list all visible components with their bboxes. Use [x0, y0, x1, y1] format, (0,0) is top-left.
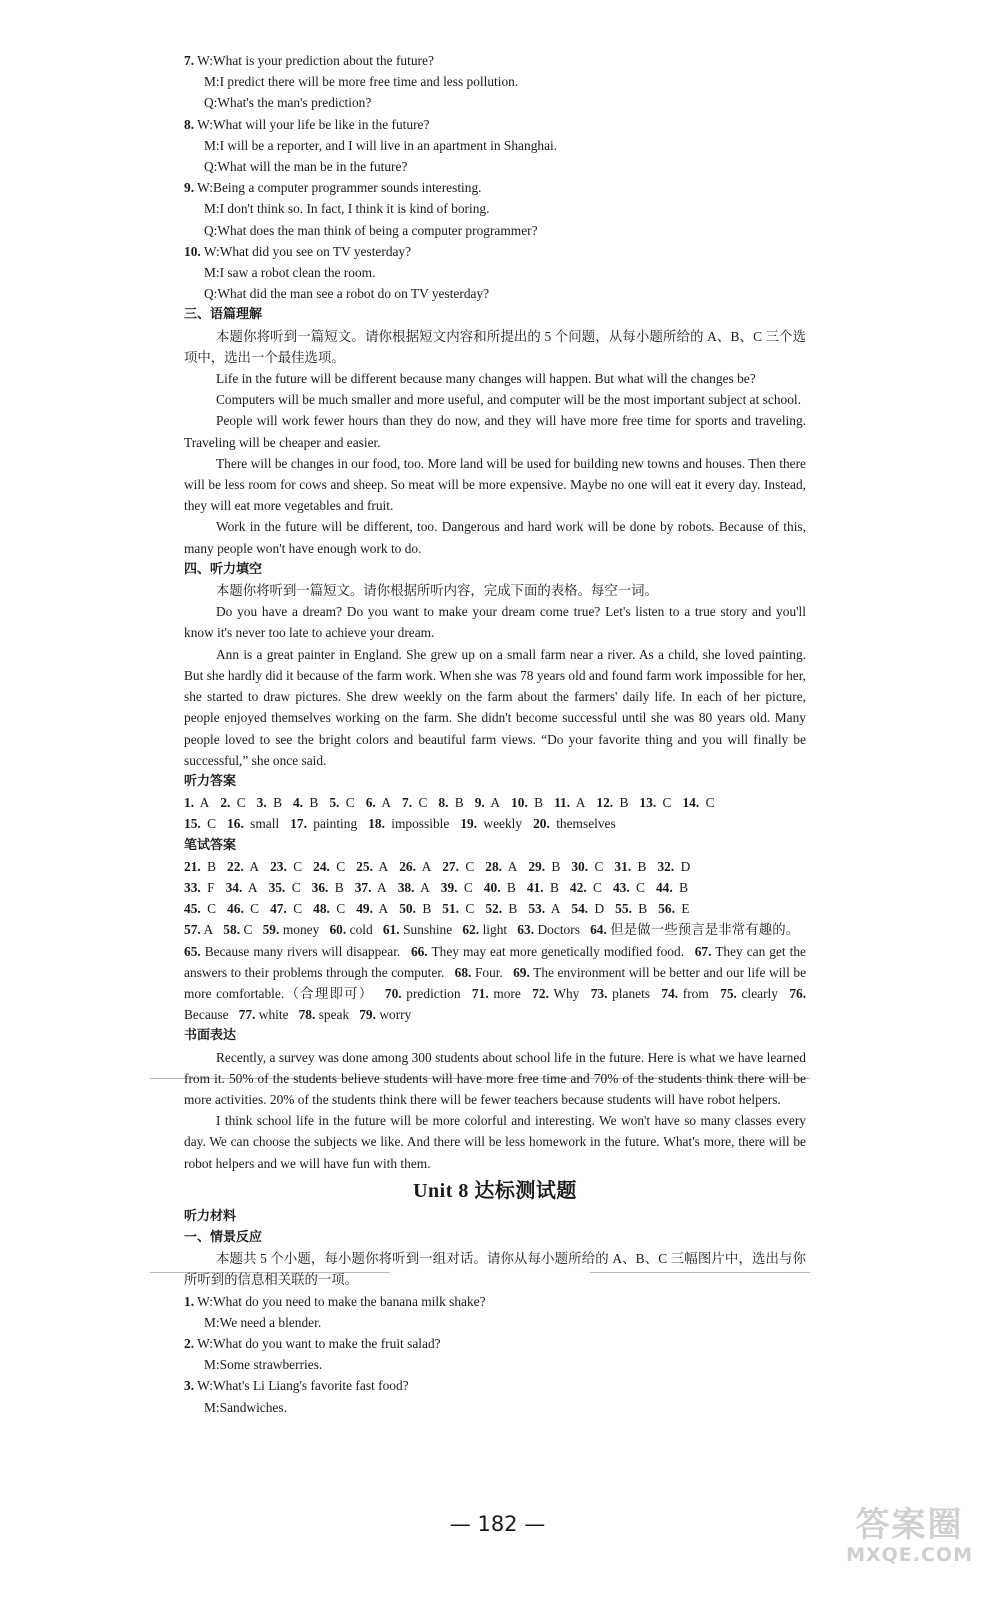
- dialog-item-8: [184, 114, 806, 178]
- answer-number: 26.: [399, 858, 416, 874]
- answer-value: A: [203, 922, 214, 938]
- answer-number: 25.: [356, 858, 373, 874]
- dialog-line: W:What do you want to make the fruit salad?: [197, 1335, 441, 1351]
- answer-item: [355, 880, 387, 895]
- answer-item: [184, 795, 209, 810]
- answer-number: 77.: [238, 1007, 256, 1023]
- dialog-item-9: [184, 177, 806, 241]
- answer-value: C: [336, 858, 346, 874]
- dialog-line: W:What is your prediction about the future?: [197, 53, 434, 68]
- answer-item: [657, 859, 690, 874]
- answer-value: B: [637, 858, 647, 874]
- answer-number: 30.: [571, 858, 589, 874]
- answer-item: [472, 986, 521, 1001]
- answer-value: They may eat more genetically modified food.: [431, 943, 685, 959]
- answer-value: C: [594, 858, 604, 874]
- answer-item: [399, 859, 431, 874]
- answer-number: 32.: [657, 858, 675, 874]
- item-number: 9.: [184, 180, 195, 196]
- answer-value: B: [508, 901, 518, 917]
- answer-number: 4.: [293, 795, 304, 811]
- answer-item: [462, 922, 507, 937]
- answer-value: A: [575, 795, 586, 811]
- answer-number: 17.: [290, 816, 307, 832]
- answer-item: [402, 795, 427, 810]
- answer-item: [356, 859, 388, 874]
- dialog-line: W:What did you see on TV yesterday?: [203, 243, 412, 259]
- answer-item: [661, 986, 708, 1001]
- answer-number: 59.: [262, 922, 280, 938]
- answer-number: 8.: [438, 795, 449, 811]
- answer-value: C: [463, 879, 473, 895]
- passage-paragraph: Computers will be much smaller and more useful, and computer will be the most important subject at school.: [216, 392, 801, 408]
- answer-item: [613, 880, 645, 895]
- answer-value: painting: [313, 816, 358, 832]
- answer-value: Doctors: [537, 922, 580, 938]
- answer-value: C: [345, 795, 355, 811]
- answer-value: more: [493, 985, 521, 1001]
- answer-item: [368, 816, 449, 831]
- answer-value: D: [594, 901, 605, 917]
- answer-value: C: [636, 879, 645, 895]
- answer-value: prediction: [406, 985, 461, 1001]
- answer-value: The environment will be better and our life will be more comfortable.（合理即可）: [184, 964, 807, 1001]
- answer-row: [184, 792, 806, 813]
- dialog-line: M:Sandwiches.: [204, 1399, 287, 1415]
- answer-number: 21.: [184, 858, 201, 874]
- answer-number: 76.: [789, 985, 807, 1001]
- section-instruction: 本题共 5 个小题，每小题你将听到一组对话。请你从每小题所给的 A、B、C 三幅图片中，选出与你所听到的信息相关联的一项。: [184, 1251, 806, 1288]
- item-number: 7.: [184, 53, 195, 68]
- dialog-line: M:I saw a robot clean the room.: [204, 265, 376, 281]
- item-number: 1.: [184, 1293, 195, 1309]
- answer-number: 9.: [474, 795, 485, 811]
- answer-number: 34.: [225, 879, 243, 895]
- answer-number: 70.: [384, 985, 402, 1001]
- answer-number: 13.: [639, 795, 657, 811]
- answer-item: [484, 880, 516, 895]
- answer-number: 65.: [184, 943, 201, 959]
- answer-value: C: [662, 795, 672, 811]
- answer-item: [460, 816, 522, 831]
- passage-paragraph: People will work fewer hours than they do now, and they will have more free time for sports and traveling. Traveling will be cheaper and easier.: [184, 413, 806, 450]
- answer-item: [293, 795, 318, 810]
- page-number: — 182 —: [449, 1512, 546, 1536]
- dialog-line: M:Some strawberries.: [204, 1357, 323, 1373]
- answer-value: 但是做一些预言是非常有趣的。: [610, 922, 800, 938]
- answer-value: themselves: [556, 816, 616, 832]
- passage-paragraph: There will be changes in our food, too. More land will be used for building new towns and houses. Then there will be less room for cows and sheep. So meat will be more expensive. Maybe no one will eat it every day. Instead, they will eat more vegetables and fruit.: [184, 455, 806, 514]
- answer-item: [615, 901, 647, 916]
- answer-number: 75.: [720, 985, 737, 1001]
- answer-number: 54.: [571, 901, 589, 917]
- answer-item: [485, 901, 517, 916]
- answer-item: [270, 859, 302, 874]
- answer-number: 20.: [533, 816, 550, 832]
- section-heading: 一、情景反应: [184, 1229, 263, 1245]
- answer-item: [226, 880, 258, 895]
- answer-item: [441, 880, 473, 895]
- answer-value: C: [243, 922, 253, 938]
- answer-item: [591, 986, 650, 1001]
- answer-item: [239, 1007, 289, 1022]
- answer-value: B: [334, 879, 344, 895]
- answer-item: [658, 901, 689, 916]
- answer-value: F: [207, 879, 215, 895]
- answer-item: [313, 859, 345, 874]
- answer-value: B: [273, 795, 283, 811]
- answer-number: 12.: [596, 795, 614, 811]
- answer-number: 10.: [511, 795, 528, 811]
- answer-value: C: [418, 795, 428, 811]
- item-number: 2.: [184, 1335, 195, 1351]
- answer-number: 74.: [661, 985, 679, 1001]
- answer-value: C: [236, 795, 246, 811]
- dialog-line: Q:What's the man's prediction?: [204, 95, 372, 111]
- dialog-item-1: [184, 1291, 806, 1333]
- answer-item: [511, 795, 543, 810]
- answer-item: [720, 986, 778, 1001]
- answer-value: small: [250, 816, 280, 832]
- dialog-item-7: [184, 50, 806, 114]
- section-heading: 听力答案: [184, 773, 237, 789]
- answer-number: 36.: [311, 879, 329, 895]
- answer-number: 61.: [382, 922, 400, 938]
- answer-item: [411, 944, 684, 959]
- answer-item: [184, 901, 216, 916]
- answer-value: from: [682, 985, 709, 1001]
- section-instruction: 本题你将听到一篇短文。请你根据短文内容和所提出的 5 个问题，从每小题所给的 A、B、C 三个选项中，选出一个最佳选项。: [184, 328, 806, 365]
- answer-value: B: [207, 858, 217, 874]
- answer-number: 53.: [528, 901, 546, 917]
- dialog-line: Q:What does the man think of being a computer programmer?: [204, 222, 538, 238]
- answer-value: A: [378, 901, 389, 917]
- answer-item: [528, 859, 560, 874]
- answer-value: B: [679, 879, 689, 895]
- answer-number: 44.: [655, 879, 673, 895]
- answer-value: Why: [553, 985, 580, 1001]
- answer-item: [533, 816, 616, 831]
- answer-item: [656, 880, 688, 895]
- answer-number: 38.: [397, 879, 415, 895]
- answer-number: 48.: [313, 901, 330, 917]
- answer-number: 11.: [554, 795, 571, 811]
- answer-item: [528, 901, 560, 916]
- answer-value: C: [207, 901, 217, 917]
- answer-value: weekly: [483, 816, 523, 832]
- answer-number: 37.: [354, 879, 372, 895]
- answer-item: [312, 880, 344, 895]
- answer-item: [269, 880, 301, 895]
- answer-number: 15.: [184, 816, 201, 832]
- answer-number: 57.: [184, 922, 201, 938]
- dialog-line: Q:What did the man see a robot do on TV yesterday?: [204, 286, 490, 302]
- section-heading: 笔试答案: [184, 837, 237, 853]
- dialog-line: M:I will be a reporter, and I will live in an apartment in Shanghai.: [204, 137, 558, 153]
- dialog-item-10: [184, 241, 806, 305]
- answer-item: [263, 922, 320, 937]
- answer-value: B: [422, 901, 432, 917]
- answer-number: 2.: [220, 795, 231, 811]
- answer-item: [313, 901, 345, 916]
- answer-item: [220, 795, 245, 810]
- watermark-url: MXQE.COM: [846, 1544, 973, 1566]
- answer-item: [227, 901, 259, 916]
- answer-row: [184, 877, 806, 898]
- answer-number: 24.: [313, 858, 330, 874]
- answer-value: B: [549, 879, 559, 895]
- answer-item: [438, 795, 463, 810]
- answer-value: Four.: [474, 964, 503, 980]
- answer-item: [532, 986, 579, 1001]
- dialog-line: M:I don't think so. In fact, I think it is kind of boring.: [204, 201, 490, 217]
- answer-value: A: [490, 795, 501, 811]
- answer-number: 5.: [329, 795, 340, 811]
- answer-value: A: [507, 858, 518, 874]
- section-instruction: 本题你将听到一篇短文。请你根据所听内容，完成下面的表格。每空一词。: [216, 583, 658, 599]
- answer-row: [184, 898, 806, 919]
- answer-number: 7.: [402, 795, 413, 811]
- item-number: 3.: [184, 1378, 195, 1394]
- answer-number: 28.: [485, 858, 503, 874]
- answer-number: 79.: [359, 1007, 376, 1023]
- answer-value: B: [309, 795, 319, 811]
- answer-value: B: [551, 858, 561, 874]
- answer-value: C: [705, 795, 715, 811]
- answer-value: Sunshine: [403, 922, 453, 938]
- passage-paragraph: Do you have a dream? Do you want to make your dream come true? Let's listen to a true story and you'll know it's never too late to achieve your dream.: [184, 604, 806, 641]
- answer-value: A: [247, 879, 258, 895]
- answer-number: 18.: [368, 816, 385, 832]
- answer-value: worry: [379, 1007, 412, 1023]
- answer-item: [571, 859, 603, 874]
- answer-item: [383, 922, 452, 937]
- answer-number: 35.: [268, 879, 286, 895]
- answer-number: 52.: [485, 901, 503, 917]
- answer-value: white: [258, 1007, 289, 1023]
- answer-value: C: [336, 901, 346, 917]
- answer-value: Because: [184, 1007, 229, 1023]
- answer-number: 33.: [184, 879, 201, 895]
- answer-item: [639, 795, 671, 810]
- answer-value: C: [465, 901, 475, 917]
- answer-number: 55.: [615, 901, 632, 917]
- answer-number: 31.: [614, 858, 632, 874]
- answer-value: They can get the answers to their problems through the computer.: [184, 943, 807, 980]
- answer-item: [399, 901, 431, 916]
- answer-value: B: [506, 879, 516, 895]
- dialog-line: W:What's Li Liang's favorite fast food?: [197, 1378, 409, 1394]
- answer-number: 63.: [517, 922, 535, 938]
- answer-item: [227, 859, 259, 874]
- written-answers: [184, 856, 806, 920]
- answer-item: [442, 901, 474, 916]
- passage-paragraph: Work in the future will be different, too. Dangerous and hard work will be done by robots. Because of this, many people won't have enough work to do.: [184, 519, 806, 556]
- page-content: [184, 50, 806, 1418]
- answer-row: [184, 856, 806, 877]
- answer-item: [614, 859, 646, 874]
- answer-item: [682, 795, 714, 810]
- essay-paragraph: Recently, a survey was done among 300 students about school life in the future. Here is what we have learned from it. 50% of the students believe students will have more free time and 70% of the students think there will be more activities. 20% of the students think there will be fewer teachers because students will have robot helpers.: [184, 1049, 806, 1107]
- answer-value: A: [378, 858, 389, 874]
- dialog-line: M:I predict there will be more free time and less pollution.: [204, 74, 519, 90]
- answer-value: B: [454, 795, 464, 811]
- answer-item: [596, 795, 628, 810]
- answer-item: [442, 859, 474, 874]
- answer-item: [475, 795, 500, 810]
- answer-item: [329, 795, 354, 810]
- answer-number: 43.: [612, 879, 630, 895]
- answer-value: E: [681, 901, 690, 917]
- answer-number: 23.: [270, 858, 287, 874]
- answer-item: [570, 880, 602, 895]
- answer-number: 62.: [462, 922, 480, 938]
- answer-value: A: [381, 795, 392, 811]
- answer-number: 1.: [184, 795, 195, 811]
- answer-item: [184, 880, 215, 895]
- answer-item: [356, 901, 388, 916]
- answer-number: 50.: [399, 901, 416, 917]
- written-answers-long: [184, 919, 806, 1025]
- answer-item: [527, 880, 559, 895]
- answer-number: 78.: [298, 1007, 316, 1023]
- answer-value: Because many rivers will disappear.: [204, 943, 401, 959]
- answer-value: A: [420, 879, 430, 895]
- answer-value: impossible: [391, 816, 450, 832]
- answer-number: 71.: [471, 985, 489, 1001]
- answer-number: 40.: [483, 879, 501, 895]
- listening-answers: [184, 792, 806, 834]
- answer-number: 39.: [440, 879, 458, 895]
- passage-paragraph: Life in the future will be different because many changes will happen. But what will the changes be?: [216, 371, 756, 387]
- answer-value: C: [293, 858, 303, 874]
- answer-value: clearly: [741, 985, 778, 1001]
- answer-number: 64.: [590, 922, 607, 938]
- answer-number: 69.: [513, 964, 530, 980]
- dialog-line: M:We need a blender.: [204, 1314, 322, 1330]
- watermark-logo: [846, 1506, 973, 1566]
- dialog-line: W:What will your life be like in the future?: [197, 116, 430, 132]
- answer-item: [227, 816, 279, 831]
- answer-value: speak: [318, 1007, 350, 1023]
- answer-item: [223, 922, 252, 937]
- item-number: 8.: [184, 116, 195, 132]
- answer-value: C: [250, 901, 260, 917]
- answer-value: C: [593, 879, 602, 895]
- answer-value: cold: [349, 922, 373, 938]
- answer-value: A: [421, 858, 432, 874]
- answer-value: C: [207, 816, 217, 832]
- answer-number: 73.: [590, 985, 608, 1001]
- answer-number: 49.: [356, 901, 373, 917]
- answer-value: B: [638, 901, 648, 917]
- answer-number: 67.: [694, 943, 712, 959]
- answer-item: [257, 795, 282, 810]
- answer-number: 19.: [460, 816, 478, 832]
- answer-number: 51.: [442, 901, 460, 917]
- answer-item: [398, 880, 430, 895]
- answer-number: 6.: [365, 795, 376, 811]
- dialog-line: W:What do you need to make the banana milk shake?: [197, 1293, 486, 1309]
- answer-item: [299, 1007, 350, 1022]
- answer-value: C: [291, 879, 301, 895]
- answer-item: [270, 901, 302, 916]
- answer-number: 42.: [569, 879, 587, 895]
- answer-item: [554, 795, 585, 810]
- answer-value: B: [619, 795, 629, 811]
- answer-item: [385, 986, 461, 1001]
- answer-number: 58.: [223, 922, 241, 938]
- answer-item: [359, 1007, 411, 1022]
- watermark-title: 答案圈: [855, 1505, 964, 1545]
- answer-number: 16.: [227, 816, 244, 832]
- section-heading: 四、听力填空: [184, 561, 263, 577]
- answer-number: 56.: [658, 901, 675, 917]
- answer-row: [184, 813, 806, 834]
- answer-number: 66.: [410, 943, 428, 959]
- answer-number: 72.: [532, 985, 549, 1001]
- answer-number: 29.: [528, 858, 546, 874]
- answer-value: B: [534, 795, 544, 811]
- answer-number: 45.: [184, 901, 201, 917]
- answer-item: [184, 816, 216, 831]
- answer-item: [517, 922, 580, 937]
- dialog-line: W:Being a computer programmer sounds interesting.: [197, 180, 482, 196]
- answer-value: C: [465, 858, 475, 874]
- answer-value: D: [680, 858, 691, 874]
- answer-value: light: [482, 922, 508, 938]
- answer-item: [329, 922, 372, 937]
- answer-item: [184, 859, 216, 874]
- answer-item: [485, 859, 517, 874]
- answer-number: 14.: [682, 795, 700, 811]
- unit-title: Unit 8 达标测试题: [413, 1179, 577, 1202]
- answer-number: 46.: [227, 901, 244, 917]
- answer-value: A: [199, 795, 210, 811]
- answer-number: 27.: [442, 858, 459, 874]
- answer-number: 68.: [454, 964, 472, 980]
- passage-paragraph: Ann is a great painter in England. She grew up on a small farm near a river. As a child, she loved painting. But she hardly did it because of the farm work. When she was 78 years old and found farm work impossible for her, she started to draw pictures. She drew weekly on the farm about the farmers' daily life. In each of her picture, people enjoyed themselves working on the farm. She didn't become successful until she was 80 years old. Many people loved to see the bright colors and beautiful farm views. “Do your favorite thing and you will finally be successful,” she once said.: [184, 646, 806, 768]
- answer-item: [184, 922, 213, 937]
- answer-item: [290, 816, 357, 831]
- answer-number: 47.: [270, 901, 287, 917]
- answer-value: A: [377, 879, 387, 895]
- dialog-item-3: [184, 1375, 806, 1417]
- answer-number: 41.: [526, 879, 544, 895]
- answer-value: money: [282, 922, 320, 938]
- answer-item: [455, 965, 503, 980]
- answer-value: planets: [612, 985, 651, 1001]
- answer-item: [590, 922, 799, 937]
- answer-value: A: [550, 901, 561, 917]
- essay-paragraph: I think school life in the future will be more colorful and interesting. We won't have so many classes every day. We can choose the subjects we like. And there will be less homework in the future. What's more, there will be robot helpers and we will have fun with them.: [184, 1113, 806, 1171]
- answer-value: A: [249, 858, 260, 874]
- answer-item: [366, 795, 391, 810]
- answer-value: C: [293, 901, 303, 917]
- answer-item: [571, 901, 604, 916]
- answer-number: 60.: [329, 922, 347, 938]
- section-heading: 三、语篇理解: [184, 307, 263, 323]
- answer-number: 3.: [256, 795, 267, 811]
- answer-item: [184, 944, 400, 959]
- section-heading: 书面表达: [184, 1028, 237, 1044]
- answer-number: 22.: [227, 858, 244, 874]
- item-number: 10.: [184, 243, 201, 259]
- section-heading: 听力材料: [184, 1208, 237, 1224]
- dialog-item-2: [184, 1333, 806, 1375]
- dialog-line: Q:What will the man be in the future?: [204, 159, 408, 175]
